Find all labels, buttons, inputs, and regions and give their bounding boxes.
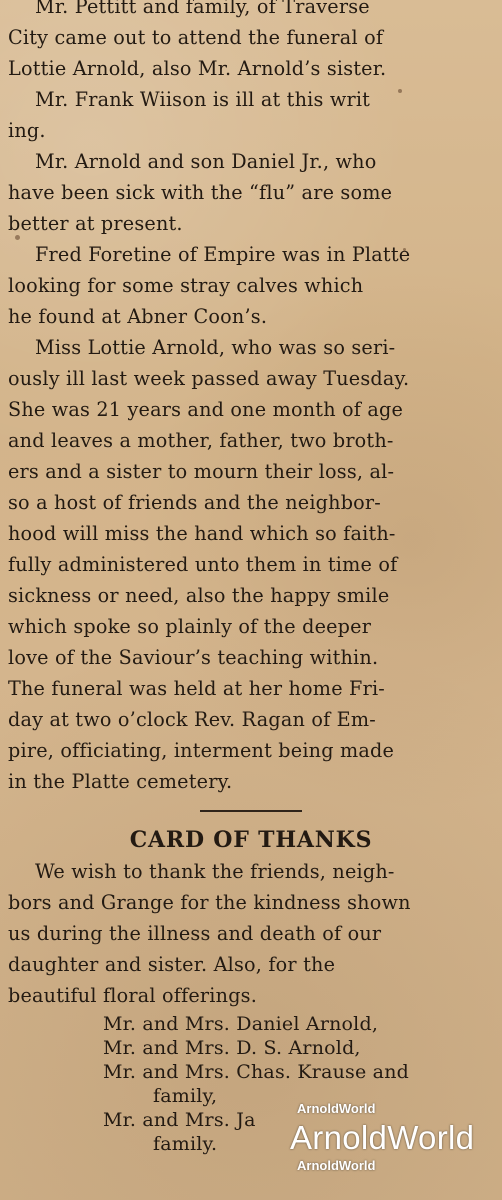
watermark-small-bottom: ArnoldWorld (297, 1158, 376, 1173)
card-of-thanks-title: CARD OF THANKS (129, 827, 373, 853)
signer-line: Mr. and Mrs. Chas. Krause and (103, 1061, 409, 1083)
signer-line: Mr. and Mrs. Ja (103, 1109, 256, 1131)
watermark-small-top: ArnoldWorld (297, 1101, 376, 1116)
article-column (8, 0, 494, 1156)
news-paragraph-foretine: Fred Foretine of Empire was in Platte looking for some stray calves which he found at Abner Coon’s. (8, 243, 411, 328)
card-of-thanks-body: We wish to thank the friends, neigh- bors and Grange for the kindness shown us during the illness and death of our daughter and sister. Also, for the beautiful floral offerings. (8, 860, 411, 1007)
news-paragraph-wiison: Mr. Frank Wiison is ill at this writ ing. (8, 88, 371, 142)
signer-line: family. (153, 1133, 218, 1155)
signer-line: family, (153, 1085, 218, 1107)
obituary-paragraph: Miss Lottie Arnold, who was so seri- ously ill last week passed away Tuesday. She was 21 years and one month of age and leaves a mother, father, two broth- ers and a sister to mourn their loss, al- so a host of friends and the neighbor- hood will miss the hand which so faith- fully administered unto them in time of sickness or need, also the happy smile which spoke so plainly of the deeper love of the Saviour’s teaching within. The funeral was held at her home Fri- day at two o’clock Rev. Ragan of Em- pire, officiating, interment being made in the Platte cemetery. (8, 336, 410, 793)
watermark-large: ArnoldWorld (290, 1119, 475, 1156)
news-paragraph-arnold-flu: Mr. Arnold and son Daniel Jr., who have been sick with the “flu” are some better at present. (8, 150, 393, 235)
signers-list (103, 1012, 494, 1156)
section-divider (200, 810, 302, 812)
signer-line: Mr. and Mrs. D. S. Arnold, (103, 1037, 361, 1059)
signer-line: Mr. and Mrs. Daniel Arnold, (103, 1013, 379, 1035)
news-paragraph-pettitt: Mr. Pettitt and family, of Traverse City came out to attend the funeral of Lottie Arnold, also Mr. Arnold’s sister. (8, 0, 387, 80)
